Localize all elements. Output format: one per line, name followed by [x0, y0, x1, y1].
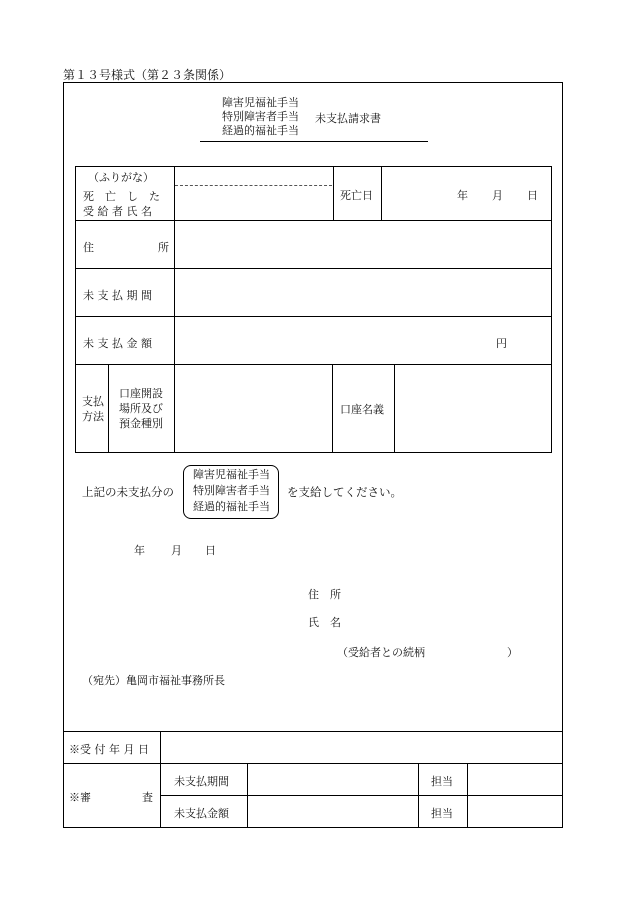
- death-date-label: 死亡日: [340, 189, 373, 202]
- yen-unit: 円: [496, 337, 507, 350]
- unpaid-period-field[interactable]: [175, 269, 551, 316]
- sign-month: 月: [171, 544, 182, 557]
- account-info-field[interactable]: [175, 365, 332, 452]
- review-unpaid-amount-field[interactable]: [248, 796, 417, 827]
- relation-label: （受給者との続柄: [337, 646, 425, 659]
- deceased-name-field[interactable]: [175, 186, 332, 220]
- deceased-label-1: 死 亡 し た: [83, 190, 160, 203]
- death-year: 年: [457, 189, 468, 202]
- payment-method-label-2: 方法: [82, 410, 104, 423]
- sign-day: 日: [205, 544, 216, 557]
- review-unpaid-period-field[interactable]: [248, 764, 417, 795]
- review-unpaid-period-label: 未支払期間: [174, 775, 229, 788]
- form-number: 第１３号様式（第２３条関係）: [63, 68, 232, 82]
- relation-field[interactable]: [430, 640, 506, 658]
- title-allowance-2: 特別障害者手当: [222, 110, 299, 123]
- account-info-label-3: 預金種別: [119, 417, 163, 430]
- account-info-label-1: 口座開設: [119, 387, 163, 400]
- deceased-label-2: 受 給 者 氏 名: [83, 205, 152, 218]
- death-day: 日: [527, 189, 538, 202]
- furigana-label: （ふりがな）: [88, 171, 154, 184]
- request-allowance-2: 特別障害者手当: [193, 484, 270, 497]
- death-month: 月: [492, 189, 503, 202]
- unpaid-period-label: 未 支 払 期 間: [83, 289, 152, 302]
- address-label-1: 住: [83, 241, 94, 254]
- review-unpaid-amount-label: 未支払金額: [174, 807, 229, 820]
- in-charge-field-1[interactable]: [468, 764, 562, 795]
- request-allowance-1: 障害児福祉手当: [193, 468, 270, 481]
- unpaid-amount-field[interactable]: [175, 317, 551, 364]
- account-info-label-2: 場所及び: [119, 402, 163, 415]
- main-table: [75, 166, 552, 453]
- allowance-options: [193, 467, 270, 515]
- sign-year: 年: [134, 544, 145, 557]
- form-title-block: [222, 96, 299, 138]
- applicant-address-label: 住 所: [308, 588, 341, 601]
- unpaid-amount-label: 未 支 払 金 額: [83, 337, 152, 350]
- request-prefix: 上記の未支払分の: [82, 485, 174, 499]
- received-date-field[interactable]: [161, 732, 562, 763]
- title-suffix: 未支払請求書: [315, 112, 381, 125]
- review-label-2: 査: [142, 791, 153, 804]
- addressee: （宛先）亀岡市福祉事務所長: [82, 674, 225, 687]
- title-underline: [200, 141, 428, 142]
- account-holder-label: 口座名義: [340, 403, 384, 416]
- address-field[interactable]: [175, 221, 551, 268]
- relation-close: ）: [507, 646, 518, 659]
- office-use-table: [63, 731, 563, 828]
- request-allowance-3: 経過的福祉手当: [193, 500, 270, 513]
- payment-method-label-1: 支払: [82, 395, 104, 408]
- applicant-address-field[interactable]: [350, 582, 550, 602]
- address-label-2: 所: [158, 241, 169, 254]
- furigana-field[interactable]: [175, 167, 332, 185]
- in-charge-label-1: 担当: [431, 775, 453, 788]
- applicant-name-label: 氏 名: [308, 616, 341, 629]
- account-holder-field[interactable]: [395, 365, 551, 452]
- request-suffix: を支給してください。: [287, 485, 402, 499]
- received-date-label: ※受 付 年 月 日: [69, 743, 149, 756]
- title-allowance-3: 経過的福祉手当: [222, 124, 299, 137]
- in-charge-field-2[interactable]: [468, 796, 562, 827]
- review-label-1: ※審: [69, 791, 91, 804]
- in-charge-label-2: 担当: [431, 807, 453, 820]
- title-allowance-1: 障害児福祉手当: [222, 96, 299, 109]
- applicant-name-field[interactable]: [350, 610, 550, 630]
